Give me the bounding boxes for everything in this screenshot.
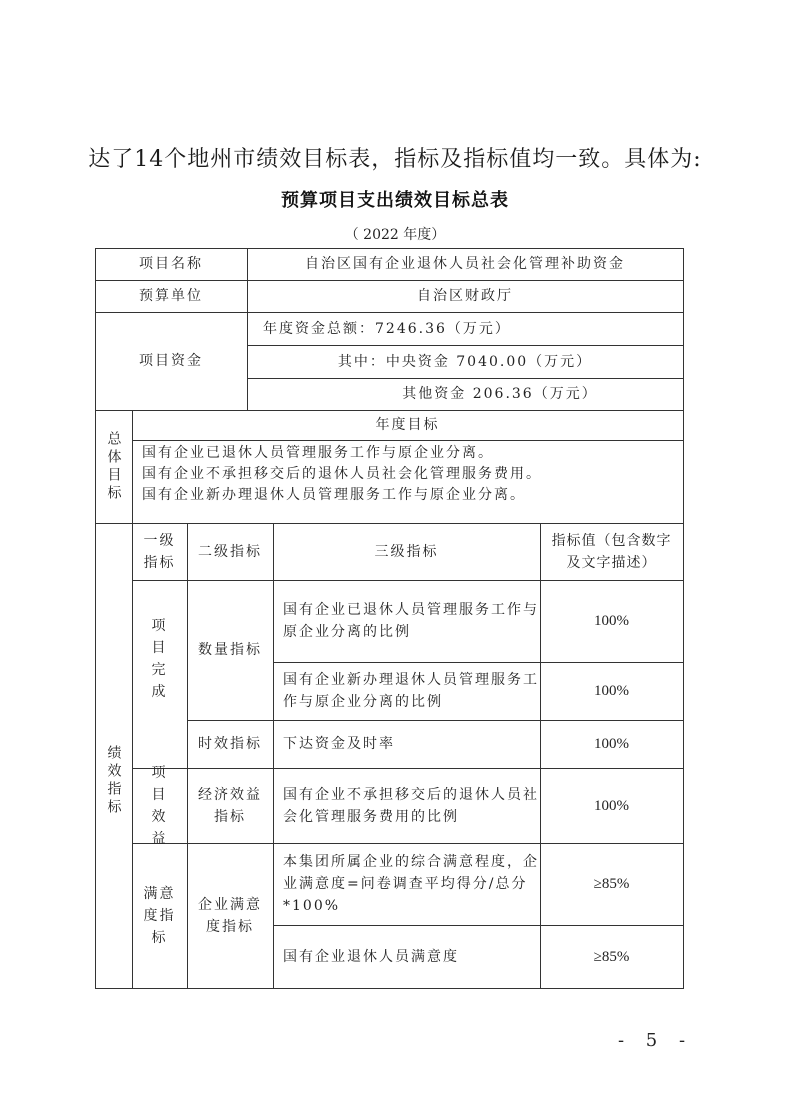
level3-row: 国有企业已退休人员管理服务工作与原企业分离的比例 — [283, 602, 539, 640]
level2-enterprise-satisfaction: 企业满意度指标 — [198, 896, 262, 935]
level1-project-benefit: 项目效益 — [151, 764, 168, 847]
budget-unit-value: 自治区财政厅 — [417, 288, 513, 304]
project-name-label: 项目名称 — [139, 256, 203, 272]
annual-goal-line: 国有企业新办理退休人员管理服务工作与原企业分离。 — [142, 487, 526, 503]
year-line: （ 2022 年度） — [344, 227, 446, 243]
level1-satisfaction: 满意度指标 — [143, 885, 176, 946]
header-level2: 二级指标 — [198, 543, 262, 560]
table-border-bottom — [95, 988, 684, 989]
value-cell: ≥85% — [593, 948, 630, 965]
overall-goal-side-label: 总体目标 — [105, 430, 122, 503]
funds-central: 其中：中央资金 7040.00（万元） — [337, 353, 593, 370]
value-cell: 100% — [594, 613, 629, 629]
funds-total: 年度资金总额：7246.36（万元） — [263, 320, 511, 337]
annual-goal-list — [142, 443, 542, 506]
annual-goal-header: 年度目标 — [375, 417, 440, 433]
budget-unit-label: 预算单位 — [139, 288, 203, 304]
funds-other: 其他资金 206.36（万元） — [402, 386, 598, 402]
row-divider — [132, 440, 684, 441]
table-border-right — [683, 248, 684, 989]
level1-project-completion: 项目完成 — [151, 618, 168, 700]
annual-goal-line: 国有企业不承担移交后的退休人员社会化管理服务费用。 — [142, 466, 542, 482]
level2-economic: 经济效益指标 — [198, 786, 262, 825]
header-level1: 一级指标 — [143, 532, 176, 571]
value-cell: ≥85% — [593, 876, 630, 892]
value-cell: 100% — [594, 797, 629, 814]
value-cell: 100% — [594, 683, 629, 699]
level2-timeliness: 时效指标 — [198, 736, 262, 752]
project-funds-label: 项目资金 — [139, 353, 203, 369]
intro-paragraph: 达了14个地州市绩效目标表，指标及指标值均一致。具体为: — [88, 147, 702, 172]
header-value: 指标值（包含数字及文字描述） — [551, 532, 672, 571]
page-number: - 5 - — [618, 1030, 694, 1051]
level3-row: 国有企业新办理退休人员管理服务工作与原企业分离的比例 — [283, 672, 539, 710]
level3-row: 下达资金及时率 — [283, 736, 395, 752]
performance-side-label: 绩效指标 — [105, 744, 122, 817]
annual-goal-line: 国有企业已退休人员管理服务工作与原企业分离。 — [142, 445, 494, 461]
table-title: 预算项目支出绩效目标总表 — [281, 190, 509, 211]
level3-row: 本集团所属企业的综合满意程度，企业满意度=问卷调查平均得分/总分*100% — [283, 854, 539, 914]
level2-quantity: 数量指标 — [198, 642, 262, 658]
header-level3: 三级指标 — [374, 543, 439, 560]
value-cell: 100% — [594, 736, 629, 752]
level3-row: 国有企业不承担移交后的退休人员社会化管理服务费用的比例 — [283, 786, 539, 825]
level3-row: 国有企业退休人员满意度 — [283, 948, 459, 965]
project-name-value: 自治区国有企业退休人员社会化管理补助资金 — [305, 256, 625, 272]
